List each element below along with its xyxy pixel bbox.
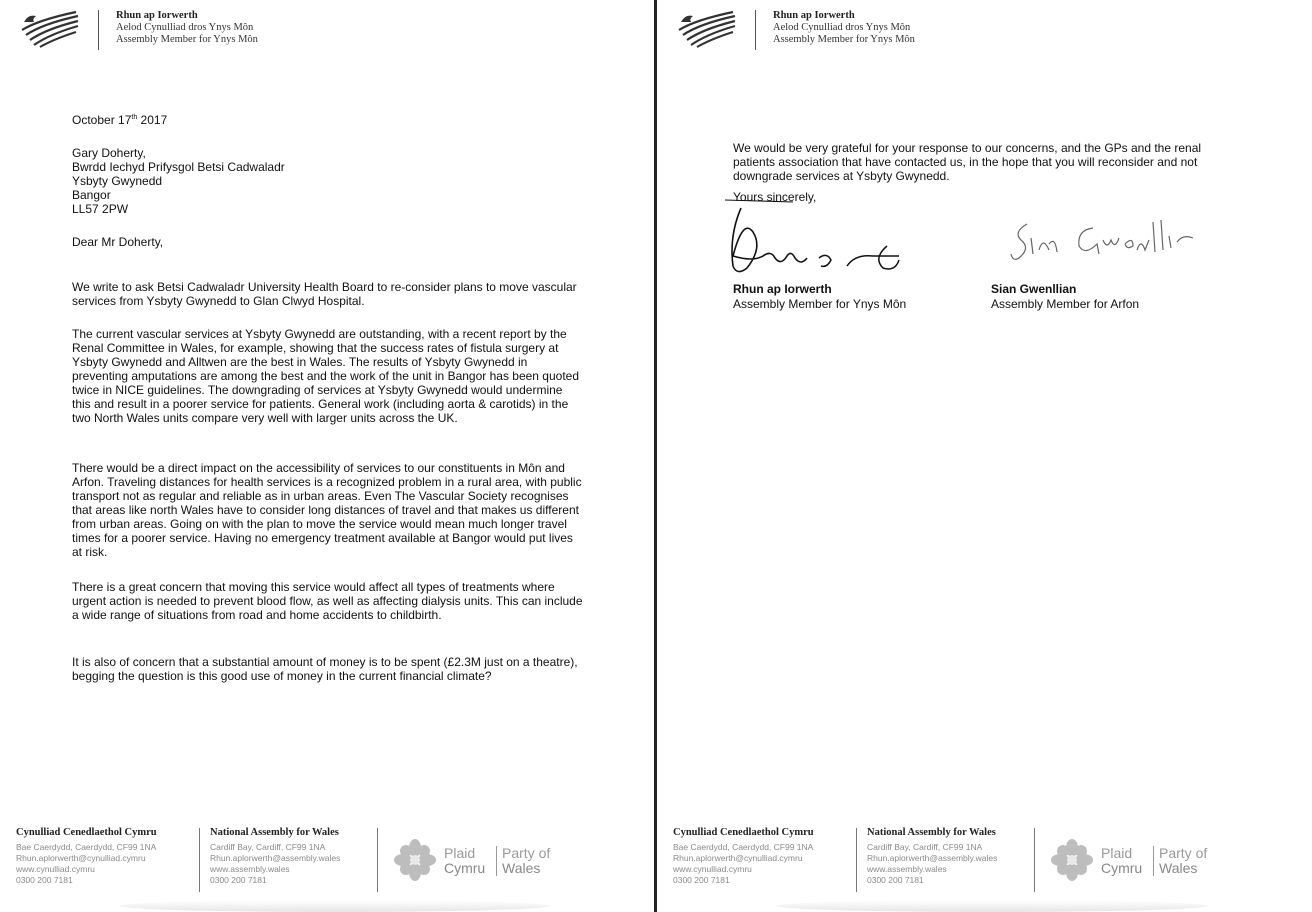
footer-welsh-address: Cynulliad Cenedlaethol Cymru Bae Caerdydd, Caerdydd, CF99 1NA Rhun.aplorwerth@cynulliad.cymru www.cynulliad.cymru 0300 200 7181 <box>673 827 814 885</box>
header-name: Rhun ap Iorwerth <box>116 10 198 21</box>
address-line: Bwrdd Iechyd Prifysgol Betsi Cadwaladr <box>72 160 285 174</box>
page-shadow <box>120 900 550 912</box>
signatory-role: Assembly Member for Arfon <box>991 297 1140 311</box>
address-line: LL57 2PW <box>72 202 129 216</box>
signature-sian-gwenllian <box>1007 214 1207 264</box>
address-line: Ysbyty Gwynedd <box>72 174 163 188</box>
footer-separator <box>856 828 857 892</box>
address-line: Bangor <box>72 188 111 202</box>
letter-date: October 17th 2017 <box>72 113 168 127</box>
signatory-name: Rhun ap Iorwerth <box>733 282 832 296</box>
signatory-name: Sian Gwenllian <box>991 282 1077 296</box>
signatory-role: Assembly Member for Ynys Môn <box>733 297 907 311</box>
signatory-2 <box>991 282 1139 312</box>
signature-rhun-ap-iorwerth <box>723 196 923 280</box>
plaid-cymru-logo: Plaid Cymru Party of Wales <box>1049 838 1239 882</box>
header-text <box>116 10 258 46</box>
salutation: Dear Mr Doherty, <box>72 235 164 249</box>
footer-separator <box>1034 828 1035 892</box>
closing: Yours sincerely, <box>733 190 817 204</box>
address-line: Gary Doherty, <box>72 146 146 160</box>
plaid-cymru-logo: Plaid Cymru Party of Wales <box>392 838 582 882</box>
footer-english-address: National Assembly for Wales Cardiff Bay, Cardiff, CF99 1NA Rhun.aplorwerth@assembly.wales www.assembly.wales 0300 200 7181 <box>867 827 998 885</box>
recipient-address <box>72 146 285 216</box>
header-text <box>773 10 915 46</box>
footer-separator <box>199 828 200 892</box>
footer-welsh-address: Cynulliad Cenedlaethol Cymru Bae Caerdydd, Caerdydd, CF99 1NA Rhun.aplorwerth@cynulliad.cymru www.cynulliad.cymru 0300 200 7181 <box>16 827 157 885</box>
header-english-role: Assembly Member for Ynys Môn <box>773 34 915 45</box>
footer <box>657 826 1311 906</box>
header-english-role: Assembly Member for Ynys Môn <box>116 34 258 45</box>
header-welsh-role: Aelod Cynulliad dros Ynys Môn <box>116 22 254 33</box>
letter-page-1 <box>0 0 654 912</box>
footer <box>0 826 654 906</box>
paragraph: There is a great concern that moving this service would affect all types of treatments where urgent action is needed to prevent blood flow, as well as affecting dialysis units. This can include a wide range of situations from road and home accidents to childbirth. <box>72 580 583 622</box>
page-shadow <box>777 900 1207 912</box>
paragraph: We write to ask Betsi Cadwaladr University Health Board to re-consider plans to move vascular services from Ysbyty Gwynedd to Glan Clwyd Hospital. <box>72 280 577 308</box>
paragraph: There would be a direct impact on the accessibility of services to our constituents in Môn and Arfon. Traveling distances for health services is a recognized problem in a rural area, with public transport not as regular and reliable as in urban areas. Even The Vascular Society recognises that areas like north Wales have to consider long distances of travel and that makes us different from urban areas. Going on with the plan to move the service would mean much longer travel times for a poorer service. Having no emergency treatment available at Bangor would put lives at risk. <box>72 461 582 559</box>
poppy-flower-icon <box>392 838 438 882</box>
header-name: Rhun ap Iorwerth <box>773 10 855 21</box>
welsh-dragon-icon <box>675 10 737 48</box>
paragraph: We would be very grateful for your response to our concerns, and the GPs and the renal patients association that have contacted us, in the hope that you will reconsider and not downgrade services at Ysbyty Gwynedd. <box>733 141 1202 183</box>
letter-page-2 <box>657 0 1312 912</box>
welsh-dragon-icon <box>18 10 80 48</box>
footer-english-address: National Assembly for Wales Cardiff Bay, Cardiff, CF99 1NA Rhun.aplorwerth@assembly.wales www.assembly.wales 0300 200 7181 <box>210 827 341 885</box>
signatory-1 <box>733 282 906 312</box>
header-rule <box>98 10 99 50</box>
poppy-flower-icon <box>1049 838 1095 882</box>
paragraph: It is also of concern that a substantial amount of money is to be spent (£2.3M just on a theatre), begging the question is this good use of money in the current financial climate? <box>72 655 578 683</box>
header-welsh-role: Aelod Cynulliad dros Ynys Môn <box>773 22 911 33</box>
paragraph: The current vascular services at Ysbyty Gwynedd are outstanding, with a recent report by the Renal Committee in Wales, for example, showing that the success rates of fistula surgery at Ysbyty Gwynedd and Alltwen are the best in Wales. The results of Ysbyty Gwynedd in preventing amputations are among the best and the work of the unit in Bangor has been quoted twice in NICE guidelines. The downgrading of services at Ysbyty Gwynedd would undermine this and result in a poorer service for patients. General work (including aorta & carotids) in the two North Wales units compare very well with larger units across the UK. <box>72 327 580 425</box>
header-rule <box>755 10 756 50</box>
footer-separator <box>377 828 378 892</box>
